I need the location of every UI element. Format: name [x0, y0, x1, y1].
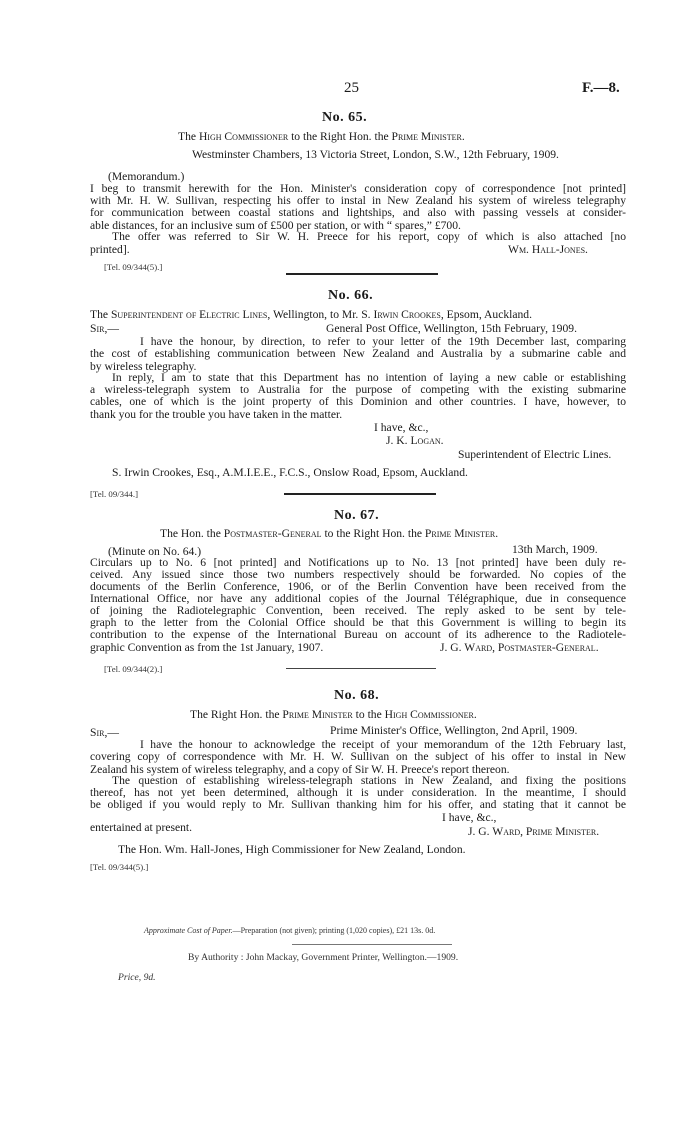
letter-67-line-3: documents of the Berlin Conference, 1906, or of the Berlin Convention have been received from the: [90, 580, 626, 593]
letter-65-from-to: The High Commissioner to the Right Hon. the Prime Minister.: [178, 130, 465, 143]
letter-68-line-2: covering copy of correspondence with Mr. H. W. Sullivan on the subject of his offer to instal in New: [90, 750, 626, 763]
letter-67-memo: (Minute on No. 64.): [108, 545, 202, 558]
letter-67-signature: J. G. Ward, Postmaster-General.: [440, 641, 599, 654]
letter-66-signature: J. K. Logan.: [386, 434, 444, 447]
letter-65-memo: (Memorandum.): [108, 170, 185, 183]
letter-65-line-3: for communication between coastal stations and lightships, and also with passing vessels at consider-: [90, 206, 626, 219]
letter-66-addressee: S. Irwin Crookes, Esq., A.M.I.E.E., F.C.S., Onslow Road, Epsom, Auckland.: [112, 466, 468, 479]
letter-number-66: No. 66.: [328, 288, 374, 303]
footer-rule: [292, 944, 452, 945]
letter-66-closing: I have, &c.,: [374, 421, 429, 434]
letter-68-address-date: Prime Minister's Office, Wellington, 2nd April, 1909.: [330, 724, 578, 737]
letter-66-last-line: thank you for the trouble you have taken in the matter.: [90, 408, 343, 421]
letter-66-salutation: Sir,—: [90, 322, 119, 335]
letter-65-last-line: printed].: [90, 243, 130, 256]
letter-number-65: No. 65.: [322, 110, 368, 125]
letter-66-line-1: I have the honour, by direction, to refer to your letter of the 19th December last, comparing: [140, 335, 626, 348]
letter-66-line-6: cables, one of which is the joint property of this Dominion and other countries. I have, however, to: [90, 395, 626, 408]
letter-67-last-line: graphic Convention as from the 1st January, 1907.: [90, 641, 324, 654]
letter-68-from-to: The Right Hon. the Prime Minister to the High Commissioner.: [190, 708, 477, 721]
letter-65-file-ref: [Tel. 09/344(5).]: [104, 262, 163, 272]
paper-reference: F.—8.: [582, 80, 620, 96]
letter-66-line-5: a wireless-telegraph system to Australia for the purpose of competing with the existing submarine: [90, 383, 626, 396]
letter-66-address-date: General Post Office, Wellington, 15th February, 1909.: [326, 322, 577, 335]
letter-67-from-to: The Hon. the Postmaster-General to the Right Hon. the Prime Minister.: [160, 527, 499, 540]
letter-65-address-date: Westminster Chambers, 13 Victoria Street, London, S.W., 12th February, 1909.: [192, 148, 559, 161]
letter-68-last-line: entertained at present.: [90, 821, 193, 834]
letter-68-closing: I have, &c.,: [442, 811, 497, 824]
price: Price, 9d.: [118, 972, 156, 983]
letter-68-line-5: thereof, has not yet been determined, although it is under consideration. In the meantime, I should: [90, 786, 626, 799]
letter-66-signatory-title: Superintendent of Electric Lines.: [458, 448, 612, 461]
letter-68-file-ref: [Tel. 09/344(5).]: [90, 862, 149, 872]
letter-65-signature: Wm. Hall-Jones.: [508, 243, 588, 256]
letter-68-line-3: Zealand his system of wireless telegraphy, and a copy of Sir W. H. Preece's report thereon.: [90, 763, 510, 776]
letter-68-addressee: The Hon. Wm. Hall-Jones, High Commissioner for New Zealand, London.: [118, 843, 466, 856]
letter-67-line-2: ceived. Any issued since those two numbers respectively should be forwarded. No copies of the: [90, 568, 626, 581]
letter-65-line-5: The offer was referred to Sir W. H. Preece for his report, copy of which is also attached [no: [112, 230, 626, 243]
letter-67-line-1: Circulars up to No. 6 [not printed] and Notifications up to No. 13 [not printed] have been duly re-: [90, 556, 626, 569]
letter-67-line-5: of joining the Radiotelegraphic Convention, been received. The reply asked to be sent by tele-: [90, 604, 626, 617]
letter-68-line-1: I have the honour to acknowledge the receipt of your memorandum of the 12th February last,: [140, 738, 626, 751]
separator-rule-3: [286, 668, 436, 669]
letter-66-line-2: the cost of establishing communication between New Zealand and Australia by a submarine cable and: [90, 347, 626, 360]
letter-66-line-4: In reply, I am to state that this Department has no intention of laying a new cable or establishing: [112, 371, 626, 384]
letter-68-line-4: The question of establishing wireless-telegraph stations in New Zealand, and fixing the positions: [112, 774, 626, 787]
letter-67-line-4: International Office, nor have any additional copies of the Journal Télégraphique, due in consequence: [90, 592, 626, 605]
separator-rule-2: [284, 493, 436, 495]
letter-68-signature: J. G. Ward, Prime Minister.: [468, 825, 600, 838]
letter-67-line-7: contribution to the expense of the International Bureau on account of its adherence to the Radiotele-: [90, 628, 626, 641]
letter-67-line-6: graph to the letter from the Colonial Office should be that this Government is willing to begin its: [90, 616, 626, 629]
separator-rule-1: [286, 273, 438, 275]
letter-number-67: No. 67.: [334, 508, 380, 523]
letter-68-salutation: Sir,—: [90, 726, 119, 739]
letter-65-line-1: I beg to transmit herewith for the Hon. Minister's consideration copy of correspondence [not printed]: [90, 182, 626, 195]
page-number: 25: [344, 80, 359, 96]
letter-65-line-4: able distances, for an inclusive sum of £500 per station, or with “ spares,” £700.: [90, 219, 461, 232]
printer-authority: By Authority : John Mackay, Government Printer, Wellington.—1909.: [188, 952, 459, 963]
letter-65-line-2: with Mr. H. W. Sullivan, respecting his offer to instal in New Zealand his system of wireless telegraphy: [90, 194, 626, 207]
letter-67-file-ref: [Tel. 09/344(2).]: [104, 664, 163, 674]
letter-68-line-6: be obliged if you would reply to Mr. Sullivan thanking him for his offer, and stating that it cannot be: [90, 798, 626, 811]
letter-66-line-3: by wireless telegraphy.: [90, 360, 197, 373]
approximate-cost-note: Approximate Cost of Paper.—Preparation (not given); printing (1,020 copies), £21 13s. 0d.: [144, 926, 436, 935]
letter-number-68: No. 68.: [334, 688, 380, 703]
letter-66-file-ref: [Tel. 09/344.]: [90, 489, 139, 499]
letter-67-date: 13th March, 1909.: [512, 543, 598, 556]
letter-66-from-to: The Superintendent of Electric Lines, Wellington, to Mr. S. Irwin Crookes, Epsom, Auckland.: [90, 308, 532, 321]
